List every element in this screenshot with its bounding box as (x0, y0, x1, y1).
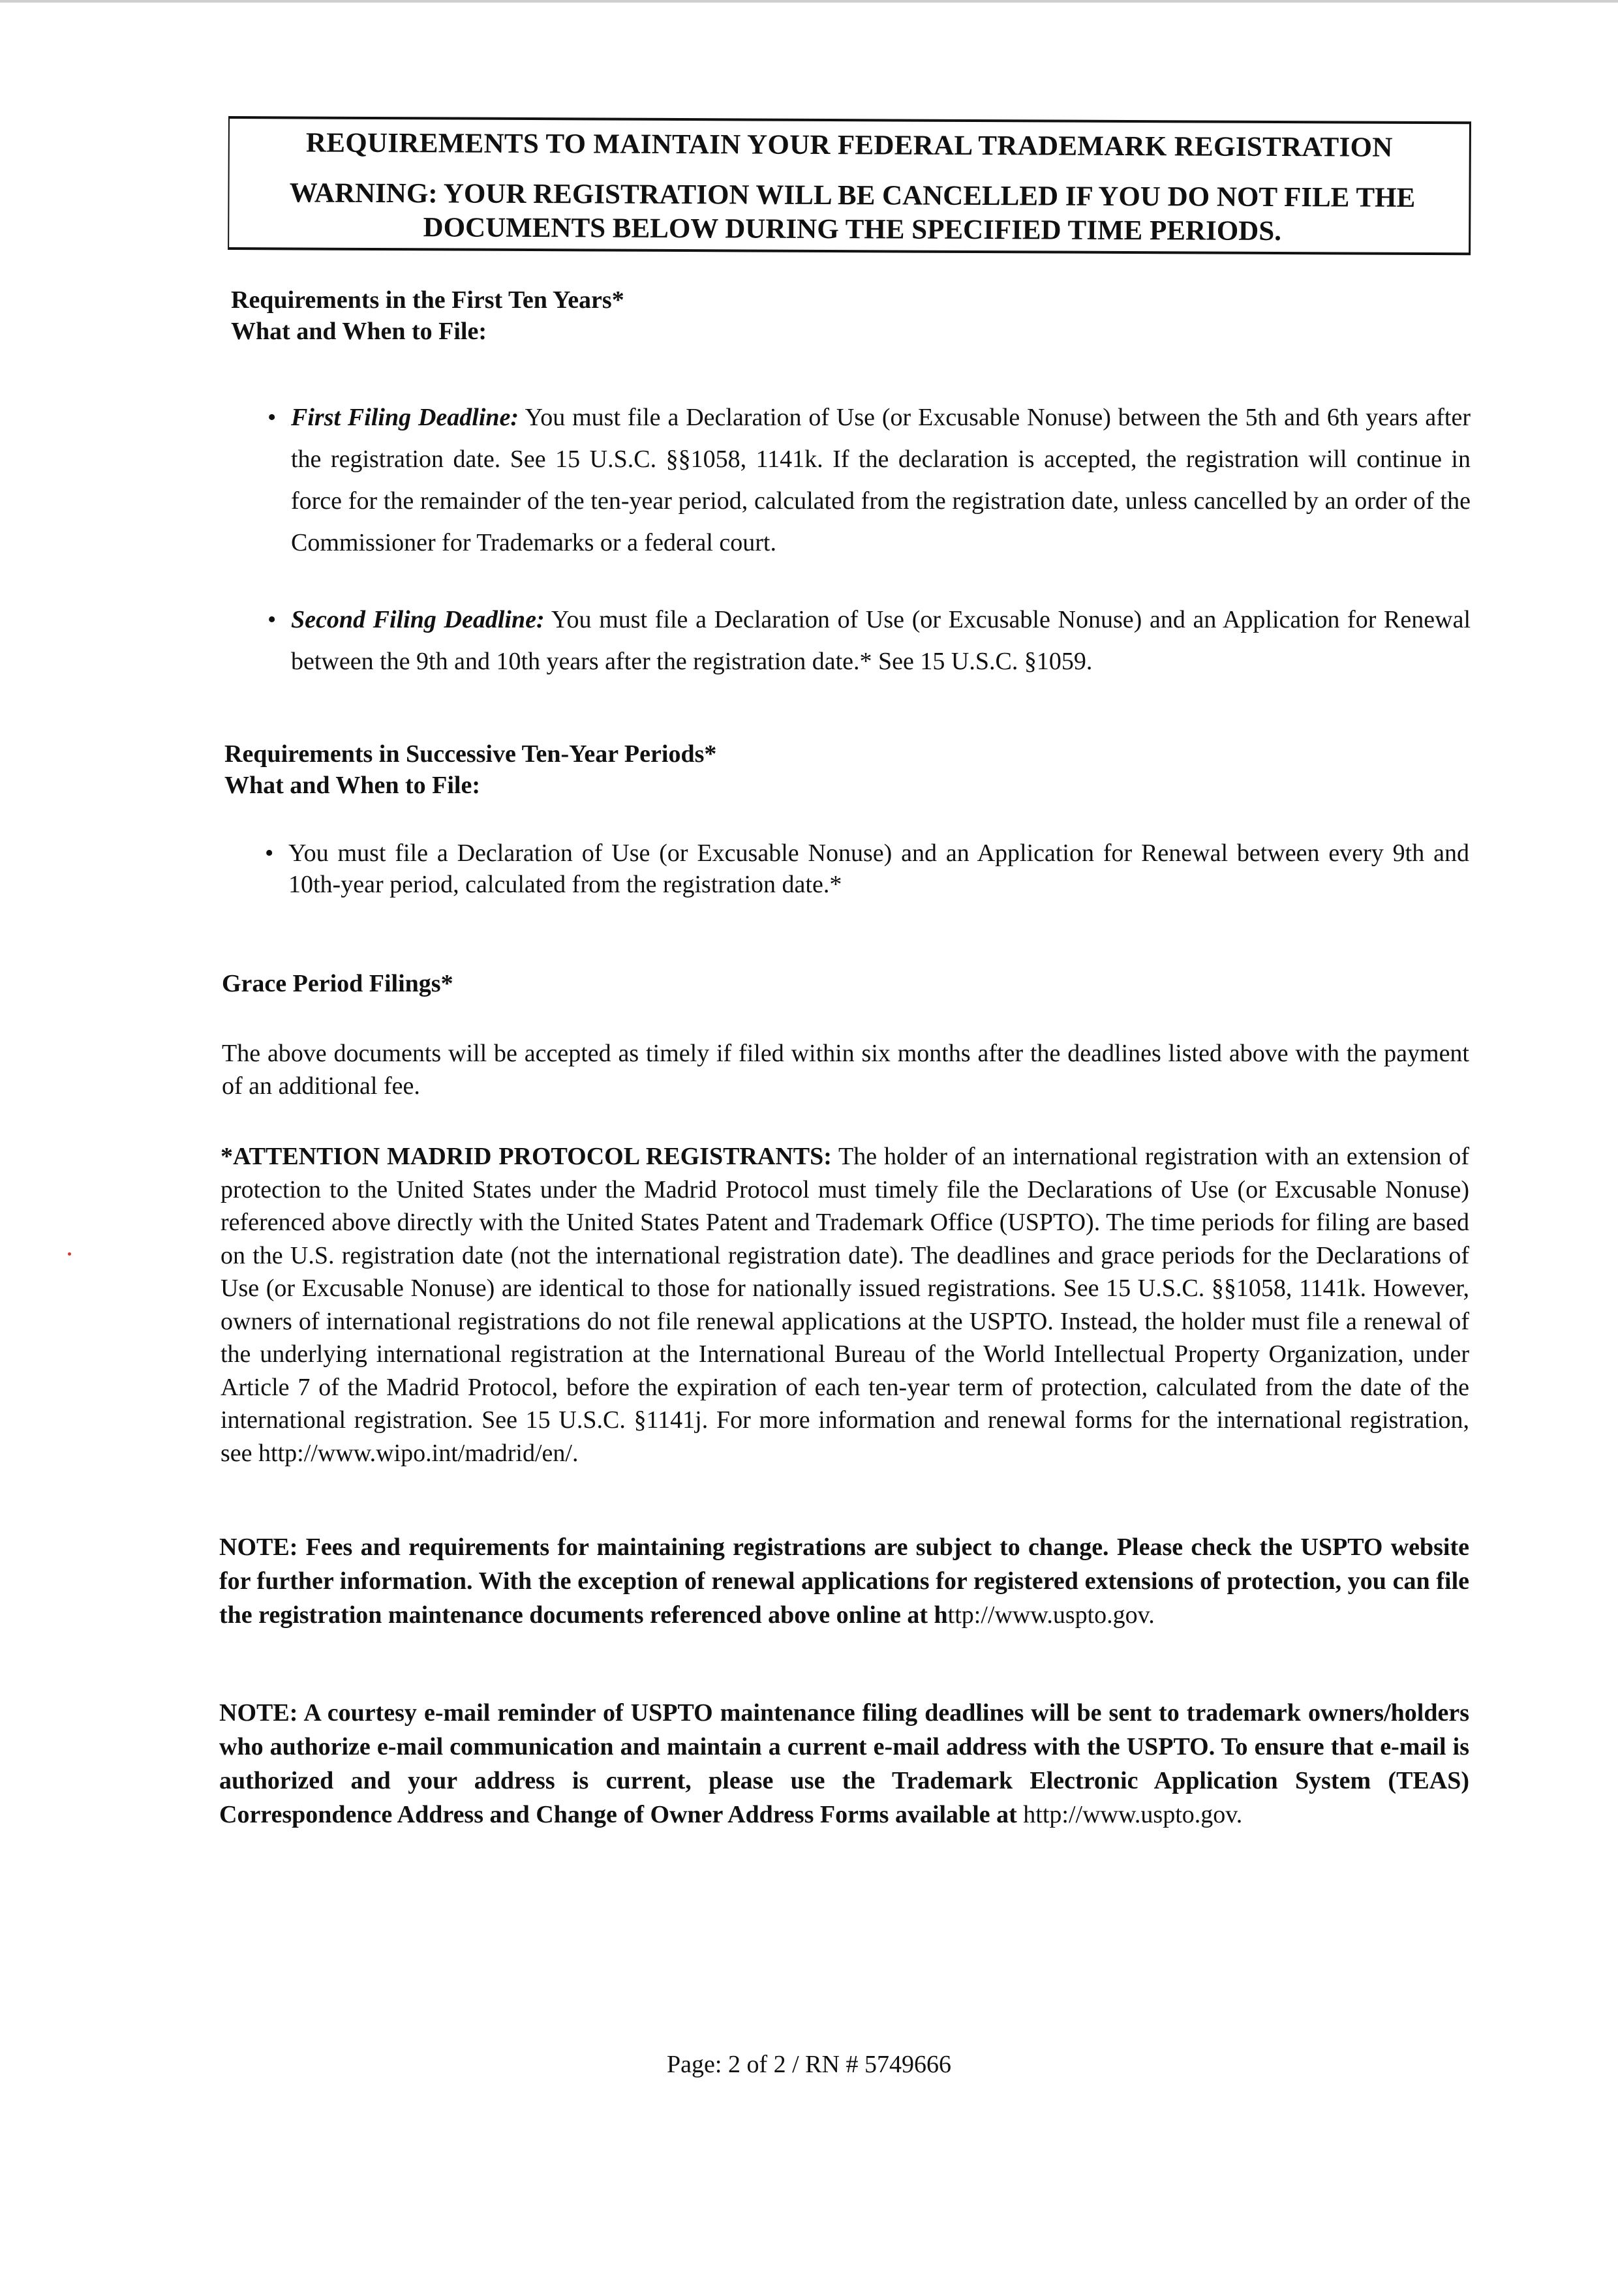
list-item-successive-renewal (265, 838, 1469, 900)
bullet-lead: Second Filing Deadline: (291, 606, 545, 633)
header-warning: WARNING: YOUR REGISTRATION WILL BE CANCELLED IF YOU DO NOT FILE THE DOCUMENTS BELOW DURING THE SPECIFIED TIME PERIODS. (289, 177, 1416, 247)
madrid-text: The holder of an international registration with an extension of protection to the United States under the Madrid Protocol must timely file the Declarations of Use (or Excusable Nonuse) referenced above directly with the United States Patent and Trademark Office (USPTO). The time periods for filing are based on the U.S. registration date (not the international registration date). The deadlines and grace periods for the Declarations of Use (or Excusable Nonuse) are identical to those for nationally issued registrations. See 15 U.S.C. §§1058, 1141k. However, owners of international registrations do not file renewal applications at the USPTO. Instead, the holder must file a renewal of the underlying international registration at the International Bureau of the World Intellectual Property Organization, under Article 7 of the Madrid Protocol, before the expiration of each ten-year term of protection, calculated from the date of the international registration. See 15 U.S.C. §1141j. For more information and renewal forms for the international registration, see http://www.wipo.int/madrid/en/. (221, 1143, 1469, 1467)
bullet-text: You must file a Declaration of Use (or Excusable Nonuse) between the 5th and 6th years after the registration date. See 15 U.S.C. §§1058, 1141k. If the declaration is accepted, the registration will continue in force for the remainder of the ten-year period, calculated from the registration date, unless cancelled by an order of the Commissioner for Trademarks or a federal court. (291, 404, 1471, 556)
grace-period-text: The above documents will be accepted as timely if filed within six months after the deadlines listed above with the payment of an additional fee. (222, 1040, 1469, 1100)
bullet-lead: First Filing Deadline: (291, 404, 519, 431)
uspto-link[interactable]: http://www.uspto.gov. (1023, 1801, 1243, 1828)
section-heading: Requirements in the First Ten Years* (231, 286, 624, 314)
section-subheading: What and When to File: (231, 318, 487, 345)
list-item-first-filing-deadline (267, 397, 1471, 564)
grace-period-heading: Grace Period Filings* (222, 970, 453, 997)
section-subheading: What and When to File: (224, 772, 481, 799)
scan-top-edge (0, 0, 1618, 3)
bullet-icon: • (267, 404, 277, 431)
successive-periods-heading (224, 738, 716, 801)
page-footer: Page: 2 of 2 / RN # 5749666 (667, 2051, 951, 2078)
scan-speck (68, 1252, 71, 1256)
bullet-icon: • (267, 606, 277, 633)
first-ten-years-heading (231, 284, 624, 347)
list-item-second-filing-deadline (267, 599, 1471, 682)
uspto-link[interactable]: ttp://www.uspto.gov. (947, 1601, 1155, 1629)
madrid-protocol-paragraph (221, 1140, 1469, 1470)
note-email-reminder-paragraph (219, 1696, 1469, 1832)
section-heading: Requirements in Successive Ten-Year Periods* (224, 740, 717, 768)
note-fees-paragraph (219, 1530, 1469, 1632)
note-fees-text: NOTE: Fees and requirements for maintaining registrations are subject to change. Please check the USPTO website for further information. With the exception of renewal applications for registered extensions of protection, you can file the registration maintenance documents referenced above online at h (219, 1533, 1469, 1629)
note-email-text: NOTE: A courtesy e-mail reminder of USPTO maintenance filing deadlines will be sent to trademark owners/holders who authorize e-mail communication and maintain a current e-mail address with the USPTO. To ensure that e-mail is authorized and your address is current, please use the Trademark Electronic Application System (TEAS) Correspondence Address and Change of Owner Address Forms available at (219, 1699, 1469, 1828)
bullet-text: You must file a Declaration of Use (or Excusable Nonuse) and an Application for Renewal between the 9th and 10th years after the registration date.* See 15 U.S.C. §1059. (291, 606, 1471, 675)
bullet-text: You must file a Declaration of Use (or Excusable Nonuse) and an Application for Renewal between every 9th and 10th-year period, calculated from the registration date.* (288, 839, 1469, 898)
header-title: REQUIREMENTS TO MAINTAIN YOUR FEDERAL TRADEMARK REGISTRATION (305, 127, 1393, 163)
madrid-lead: *ATTENTION MADRID PROTOCOL REGISTRANTS: (221, 1143, 832, 1170)
requirements-header-box (228, 116, 1471, 255)
bullet-icon: • (265, 839, 274, 867)
